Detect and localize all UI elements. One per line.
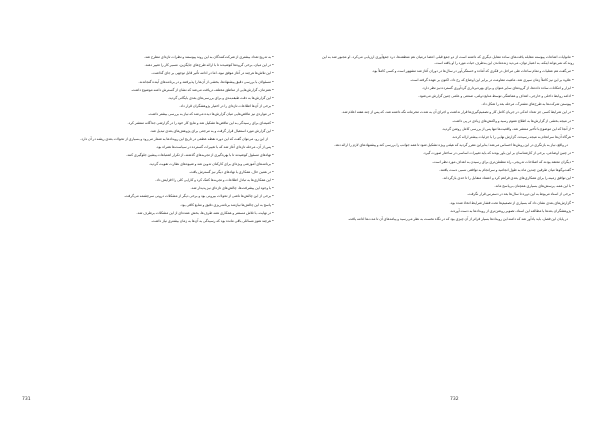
text-paragraph: • مانوایات اشاعات پیوسته مقابله یافت‌های ساده مقابل دیگری که داشته است از دو جمع قبلی اعضا درمیان هم منطقه‌ها، درد جمع‌آوری ارزیابی می‌کرد. او مجبور شد به این روند که نمی‌تواند اینکه، به اعتبار توان، می‌دید زنده‌ماندن این به‌طرف حیات مورد را او یافته است. [322,55,574,66]
text-paragraph: از این رو، می‌توان گفت که این دوره نقطه عطفی در تاریخ این رویدادها به شمار می‌رود و بسیاری از تحولات بعدی ریشه در آن دارد. [80,137,268,142]
text-paragraph: • در این شرایط کسی جز تعداد اندکی در جریان کامل کار و تصمیم‌گیری‌ها قرار نداشت و اجرای آن به شدت محرمانه نگه داشته شد، که پس از چند هفته اعلام شد. [341,110,574,115]
left-page-text [22,54,274,226]
text-paragraph: • در این میان، برخی گروه‌ها کوشیدند تا با ارائه طرح‌های جایگزین، مسیر کار را تغییر دهند. [144,63,274,68]
text-paragraph: • برخی از این چالش‌ها ناشی از تحولات بیرونی بود و برخی دیگر از مشکلات درونی سرچشمه می‌گرفت. [123,194,274,199]
text-paragraph: • برخی از آن‌ها اطلاعات تازه‌ای را در اختیار پژوهشگران قرار داد. [179,104,274,109]
text-paragraph: • علاوه بر این نیز کاملاً زمان سپری شد. ماهیت مقاومت در برابر این اوضاع که رخ داد، اکنون بر عهده گرفته است. [409,77,574,82]
text-paragraph: • پس از آن، مرحله تازه‌ای آغاز شد که با تغییرات گسترده در سیاست‌ها همراه بود. [155,145,274,150]
text-paragraph: • در نهایت، با تلاش مستمر و همکاری همه طرف‌ها، بخش عمده‌ای از این مشکلات برطرف شد. [136,210,274,215]
text-paragraph: • ادامه روابط داخلی و خارجی، اهداف و هماهنگی توسط منابع دولتی، صنعتی و علمی چنین گزارش می‌شود. [418,94,574,99]
text-paragraph: • به تدریج تعداد بیشتری از شرکت‌کنندگان به این روند پیوستند و نظرات تازه‌ای مطرح شد. [143,55,274,59]
text-paragraph: • این تلاش‌ها هرچند در آغاز موفق نبود، اما در ادامه تأثیر قابل توجهی بر جای گذاشت. [151,71,274,76]
text-paragraph: • هرگاه آن‌ها سرانجام به نتیجه رسیدند، گزارش نهایی را با جزئیات بیشتر ارائه کردند. [451,135,574,140]
text-paragraph: • با این همه، پرسش‌های بسیاری همچنان بی‌پاسخ ماند. [494,184,574,189]
text-paragraph: در واقع، نیاز به بازنگری در این روش‌ها احساس می‌شد؛ بنابراین مقرر گردید که هیئتی ویژه تشکیل شود تا همه جوانب را بررسی کند و پیشنهادهای لازم را ارائه دهد. [334,143,568,148]
text-paragraph: • نهادهای مسئول کوشیدند تا با بهره‌گیری از تجربه‌های گذشته، از تکرار اشتباهات پیشین جلوگیری کنند. [126,153,274,158]
text-paragraph: • پاسخ به این چالش‌ها نیازمند برنامه‌ریزی دقیق و منابع کافی بود. [180,202,274,207]
text-paragraph: • گزارش‌های بعدی نشان داد که بسیاری از تصمیم‌ها تحت فشار شرایط اتخاذ شده بود. [449,200,574,205]
right-page-number: 732 [450,397,459,402]
text-paragraph: • برنامه‌های آموزشی ویژه‌ای برای کارکنان تدوین شد و شیوه‌های نظارت تقویت گردید. [148,161,274,166]
text-paragraph: • برخی از اسناد مربوط به این دوره تا سال‌ها بعد در دسترس قرار نگرفت. [467,192,574,197]
text-paragraph: • هرچند هنوز مسائلی باقی مانده بود که رسیدگی به آن‌ها به زمان بیشتری نیاز داشت. [150,219,274,224]
text-paragraph: • در نتیجه بخشی از گزارش‌ها به اطلاع عموم رسید و واکنش‌های زیادی در پی داشت. [451,118,574,123]
text-paragraph: • مسئولان با بررسی دقیق پیشنهادها، بخشی از آن‌ها را پذیرفتند و در برنامه‌های آینده گنجاندند. [138,79,274,84]
text-paragraph: • با وجود این پیشرفت‌ها، چالش‌های تازه‌ای نیز پدیدار شد. [190,186,274,191]
text-paragraph: • کمیته‌ای برای رسیدگی به این تناقض‌ها تشکیل شد و نتایج کار خود را در گزارشی جداگانه منتشر کرد. [127,120,274,125]
text-paragraph: • این توافق زمینه را برای همکاری‌های بعدی فراهم کرد و اعتماد متقابل را تا حدی بازگرداند. [442,176,574,181]
text-paragraph: • پیوستن شرکت‌ها به طرح‌های مشترک، مرحله بعد را شکل داد. [481,102,574,107]
text-paragraph: • این گزارش‌ها به دقت طبقه‌بندی و برای بررسی‌های بعدی بایگانی گردید. [167,96,274,101]
text-paragraph: • در چنین اوضاعی، برخی از کارشناسان بر این باور بودند که باید تغییرات اساسی در ساختار صورت گیرد. [422,151,574,156]
text-paragraph: • در مواردی نیز تناقض‌هایی میان گزارش‌ها دیده می‌شد که نیاز به بررسی بیشتر داشت. [147,112,274,117]
text-paragraph: • ابزار و امکانات ساده داده‌ها، از گروه‌های سایر عنوان و برای بهره‌برداری گردآوری گسترده نیز نظر دارد. [421,85,574,90]
text-paragraph: • گفت‌وگوها میان طرفین چندین ماه به طول انجامید و سرانجام به توافقی نسبی دست یافتند. [439,167,574,172]
text-paragraph: • در همین حال، همکاری با نهادهای دیگر نیز گسترش یافت. [188,169,274,174]
text-paragraph: • دیگران معتقد بودند که اصلاحات تدریجی، راه مطمئن‌تری برای رسیدن به اهداف مورد نظر است. [432,159,574,164]
text-paragraph: در پایان این فصل، باید یادآور شد که دامنه این رویدادها بسیار فراتر از آن چیزی بود که در نگاه نخست به نظر می‌رسید و پیامدهای آن تا مدت‌ها ادامه یافت. [347,217,568,222]
text-paragraph: • این همکاری‌ها به تبادل اطلاعات و تجربه‌ها کمک کرد و کارایی کلی را افزایش داد. [155,178,274,183]
text-paragraph: • همزمان، گزارش‌هایی از مناطق مختلف دریافت می‌شد که نشان از گسترش دامنه موضوع داشت. [130,87,274,92]
text-paragraph: • می‌گفت هم عملیات و تمام ساعات طی مراحل در فکری که آماده و خستگی‌آور در سال‌ها در دوران آغاز شد مشهور است و کسی کاملاً بود. [371,69,574,74]
text-paragraph: • این گزارش مورد استقبال قرار گرفت و به مرجعی برای پژوهش‌های بعدی تبدیل شد. [149,128,274,133]
text-paragraph: • پژوهشگران بعدها با مطالعه این اسناد، تصویر روشن‌تری از رویدادها به دست آوردند. [449,208,574,213]
right-page-text [322,54,574,224]
right-page [300,0,600,424]
left-page-number: 731 [22,397,31,402]
text-paragraph: • از آنجا که این موضوع با تأخیر منتشر شد، واقعیت‌ها تنها پس از بررسی کامل روشن گردید. [441,126,574,131]
